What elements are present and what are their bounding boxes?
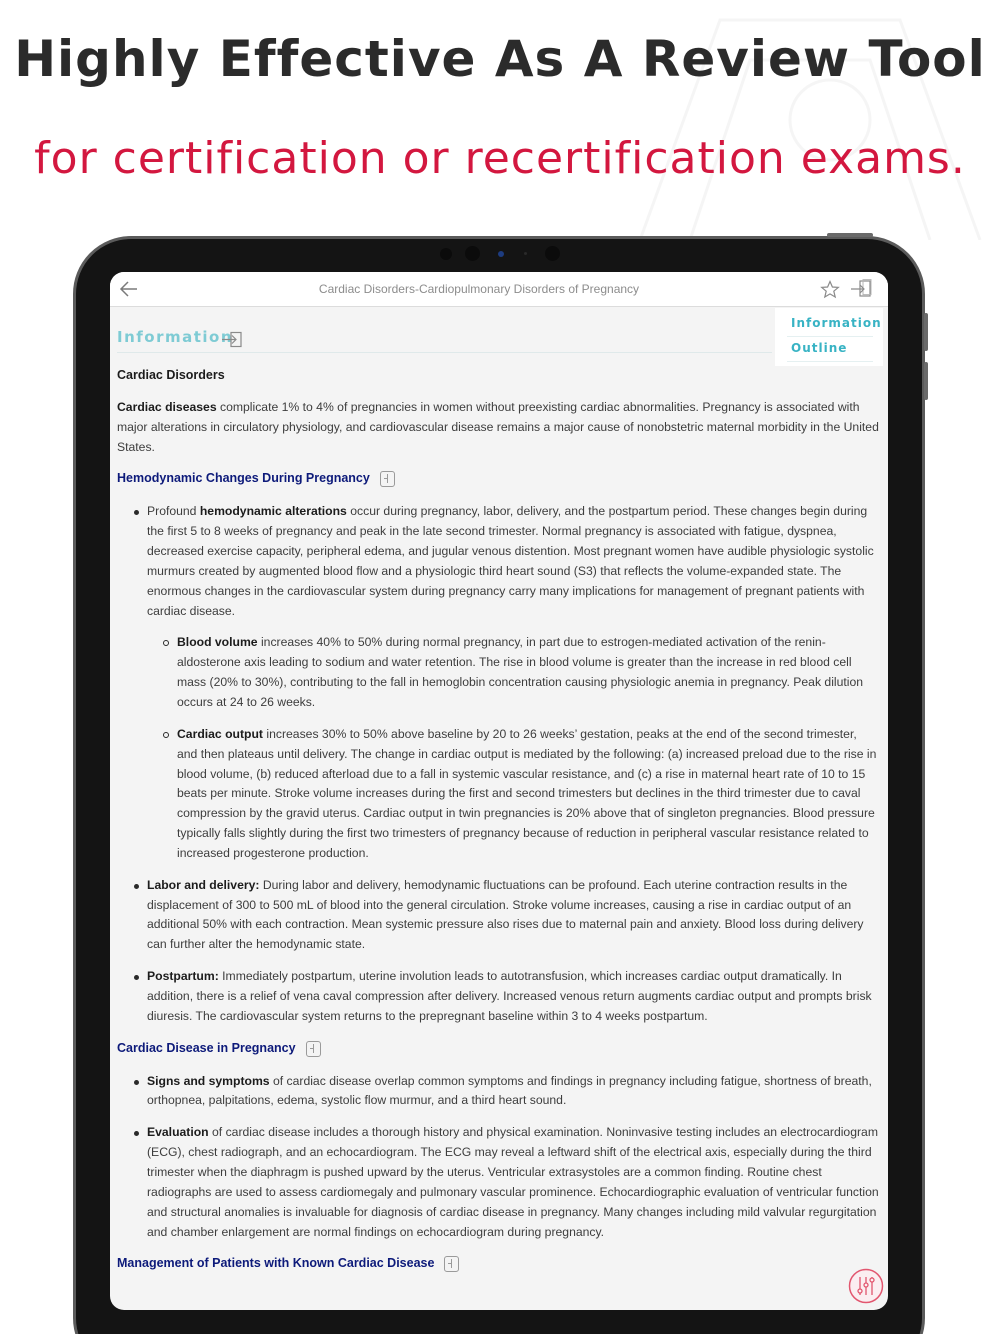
- outline-tag-icon[interactable]: [444, 1256, 459, 1272]
- subsection-heading[interactable]: [117, 469, 880, 489]
- sensor-dot: [440, 248, 452, 260]
- nav-bar: [110, 272, 888, 307]
- promo-headline: Highly Effective As A Review Tool: [14, 30, 986, 88]
- sub-bullet-list: [162, 633, 880, 863]
- outline-tag-icon[interactable]: [380, 471, 395, 487]
- side-menu-item-outline[interactable]: Outline: [791, 341, 848, 355]
- star-icon[interactable]: [820, 280, 840, 299]
- bullet-list: [132, 502, 880, 1026]
- item-text: During labor and delivery, hemodynamic fluctuations can be profound. Each uterine contraction results in the displacement of 300 to 500 mL of blood into the general circulation. Stroke volume increases, causing a rise in cardiac output of an additional 50% with each contraction. Mean systemic pressure also rises due to maternal pain and anxiety. Blood loss during delivery can further alter the hemodynamic state.: [147, 877, 864, 952]
- subsection-heading[interactable]: [117, 1254, 880, 1274]
- side-menu-item-information[interactable]: Information: [791, 316, 882, 330]
- sign-in-icon[interactable]: [850, 279, 872, 299]
- page-title: Cardiac Disorders-Cardiopulmonary Disorders of Pregnancy: [318, 282, 640, 296]
- subsection-heading[interactable]: [117, 1039, 880, 1059]
- volume-up-button: [924, 313, 928, 351]
- item-text: Profound: [147, 504, 200, 519]
- sub-list-item: [162, 633, 880, 712]
- sensor-dot: [545, 246, 560, 261]
- item-text: occur during pregnancy, labor, delivery, and the postpartum period. These changes begin during the first 5 to 8 weeks of pregnancy and peak in the late second trimester. Normal pregnancy is associated with fatigue, dyspnea, decreased exercise capacity, peripheral edema, and jugular venous distention. Most pregnant women have audible physiologic systolic murmurs created by augmented blood flow and a physiologic third heart sound (S3) that reflects the volume-expanded state. The enormous changes in the cardiovascular system during pregnancy carry many implications for management of pregnant patients with cardiac disease.: [147, 504, 874, 618]
- side-menu: [775, 308, 883, 366]
- section-title: [117, 328, 233, 346]
- sign-in-icon[interactable]: [221, 331, 243, 348]
- section-title-text: Information: [117, 328, 234, 346]
- article-content: [117, 366, 880, 1287]
- item-text: of cardiac disease includes a thorough history and physical examination. Noninvasive testing includes an electrocardiogram (ECG), chest radiograph, and an echocardiogram. The ECG may reveal a leftward shift of the electrical axis, especially during the third trimester when the diaphragm is pushed upward by the uterus. Ventricular extrasystoles are a common finding. Routine chest radiographs are used to assess cardiomegaly and pulmonary vascular prominence. Echocardiographic evaluation of ventricular function and structural anomalies is invaluable for diagnosis of cardiac disease in pregnancy. Many changes including mild valvular regurgitation and chamber enlargement are normal findings on echocardiogram during pregnancy.: [147, 1125, 879, 1239]
- subsection-title[interactable]: Management of Patients with Known Cardiac Disease: [117, 1256, 435, 1271]
- side-menu-divider: [787, 336, 873, 337]
- item-bold: Signs and symptoms: [147, 1073, 270, 1088]
- list-item: [132, 502, 880, 863]
- side-menu-divider: [787, 361, 873, 362]
- list-item: [132, 1072, 880, 1112]
- volume-down-button: [924, 362, 928, 400]
- intro-bold: Cardiac diseases: [117, 399, 217, 414]
- intro-paragraph: [117, 398, 880, 458]
- subsection-title[interactable]: Hemodynamic Changes During Pregnancy: [117, 471, 370, 486]
- promo-subline: for certification or recertification exams.: [34, 133, 966, 184]
- sliders-icon[interactable]: [848, 1268, 884, 1304]
- camera-lens: [498, 251, 504, 257]
- item-text: Immediately postpartum, uterine involution leads to autotransfusion, which increases cardiac output dramatically. In addition, there is a relief of vena caval compression after delivery. Increased venous return augments cardiac output and prompts brisk diuresis. The cardiovascular system returns to the prepregnant baseline within 3 to 4 weeks postpartum.: [147, 969, 872, 1023]
- item-bold: Blood volume: [177, 635, 258, 650]
- sensor-dot: [524, 252, 527, 255]
- item-text: of cardiac disease overlap common symptoms and findings in pregnancy including fatigue, shortness of breath, orthopnea, palpitations, edema, systolic flow murmur, and a third heart sound.: [147, 1073, 872, 1108]
- list-item: [132, 967, 880, 1027]
- item-bold: Evaluation: [147, 1125, 209, 1140]
- list-item: [132, 1123, 880, 1242]
- top-button: [827, 233, 873, 237]
- intro-text: complicate 1% to 4% of pregnancies in women without preexisting cardiac abnormalities. Pregnancy is associated with major alterations in circulatory physiology, and cardiovascular disease remains a major cause of nonobstetric maternal morbidity in the United States.: [117, 399, 879, 454]
- app-screen: [110, 272, 888, 1310]
- item-bold: Cardiac output: [177, 726, 263, 741]
- sensor-dot: [465, 246, 480, 261]
- outline-tag-icon[interactable]: [306, 1041, 321, 1057]
- bullet-list: [132, 1072, 880, 1243]
- item-text: increases 30% to 50% above baseline by 20 to 26 weeks’ gestation, peaks at the end of the second trimester, and then plateaus until delivery. The change in cardiac output is mediated by the following: (a) increased preload due to the rise in blood volume, (b) reduced afterload due to a fall in systemic vascular resistance, and (c) a rise in maternal heart rate of 10 to 15 beats per minute. Stroke volume increases during the first and second trimesters but declines in the third trimester due to caval compression by the gravid uterus. Cardiac output in twin pregnancies is 20% above that of singleton pregnancies. Blood pressure typically falls slightly during the first two trimesters of pregnancy because of reduction in peripheral vascular resistance related to increased progesterone production.: [177, 726, 877, 860]
- subsection-title[interactable]: Cardiac Disease in Pregnancy: [117, 1040, 296, 1055]
- item-bold: Postpartum:: [147, 969, 219, 984]
- section-divider: [117, 352, 772, 353]
- item-bold: Labor and delivery:: [147, 877, 260, 892]
- item-text: increases 40% to 50% during normal pregnancy, in part due to estrogen-mediated activation of the renin-aldosterone axis leading to sodium and water retention. The rise in blood volume is greater than the increase in red blood cell mass (20% to 30%), contributing to the fall in hemoglobin concentration causing physiologic anemia in pregnancy. Peak dilution occurs at 24 to 26 weeks.: [177, 635, 864, 709]
- list-item: [132, 876, 880, 955]
- sub-list-item: [162, 725, 880, 864]
- article-heading: Cardiac Disorders: [117, 368, 225, 382]
- item-bold: hemodynamic alterations: [199, 504, 347, 519]
